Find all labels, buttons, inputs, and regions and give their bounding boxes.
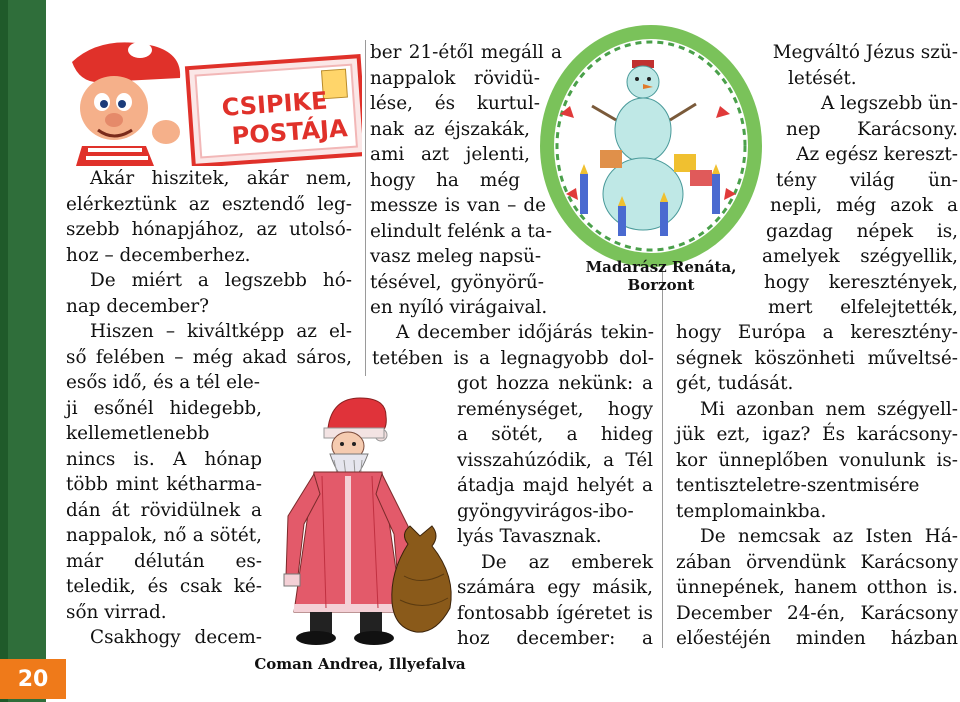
- caption-line: Borzont: [627, 276, 695, 294]
- column-3-bottom: [676, 320, 958, 652]
- text-line: sőn virrad.: [66, 601, 167, 623]
- text-line: amelyek szégyellik,: [762, 246, 958, 267]
- column-3-top: [760, 40, 958, 321]
- text-line: nepli, még azok a: [770, 195, 958, 216]
- text-line: hogy Európa a keresztény-: [676, 322, 958, 343]
- text-line: Akár hiszitek, akár nem,: [90, 168, 352, 189]
- text-line: ber 21-étől megáll a: [370, 42, 562, 63]
- csipike-postaja-logo: [62, 38, 362, 166]
- page-number: 20: [0, 659, 66, 699]
- text-line: got hozza nekünk: a: [457, 373, 653, 394]
- text-line: gyöngyvirágos-ibo-: [457, 500, 634, 522]
- caption-line: Madarász Renáta,: [585, 258, 737, 276]
- text-line: hoz december: a: [457, 628, 653, 649]
- text-line: lése, és kurtul-: [370, 93, 540, 114]
- text-line: mert elfelejtették,: [768, 297, 958, 318]
- margin-stripe: [0, 0, 8, 702]
- text-line: nep Karácsony.: [786, 118, 958, 140]
- text-line: tetében is a legnagyobb dol-: [372, 347, 654, 369]
- text-line: De nemcsak az Isten Há-: [700, 526, 958, 547]
- text-line: Az egész kereszt-: [796, 144, 958, 165]
- text-line: messze is van – de: [370, 195, 546, 216]
- text-line: teledik, és csak ké-: [66, 576, 262, 597]
- text-line: gét, tudását.: [676, 373, 794, 394]
- logo-text-2: POSTÁJA: [230, 114, 349, 151]
- text-line: De az emberek: [481, 551, 653, 573]
- text-line: előestéjén minden házban: [676, 628, 958, 649]
- text-line: esős idő, és a tél ele-: [66, 372, 260, 393]
- text-line: gazdag népek is,: [766, 220, 958, 242]
- text-line: Hiszen – kiváltképp az el-: [90, 321, 352, 342]
- text-line: en nyíló virágaival.: [370, 297, 548, 318]
- text-line: nappalok, nő a sötét,: [66, 525, 262, 546]
- text-line: ünnepének, hanem otthon is.: [676, 577, 958, 598]
- column-2-top: [370, 40, 562, 321]
- text-line: zában örvendünk Karácsony: [676, 551, 958, 573]
- text-line: több mint kétharma-: [66, 474, 262, 495]
- text-line: ső felében – még akad sáros,: [66, 346, 352, 368]
- text-line: De miért a legszebb hó-: [90, 270, 352, 291]
- text-line: átadja majd helyét a: [457, 475, 653, 496]
- text-line: visszahúzódik, a Tél: [457, 449, 653, 471]
- text-line: elindult felénk a ta-: [370, 220, 552, 242]
- text-line: vasz meleg napsü-: [370, 246, 542, 267]
- text-line: ségnek köszönheti műveltsé-: [676, 347, 958, 369]
- text-line: Mi azonban nem szégyell-: [700, 398, 958, 420]
- text-line: lyás Tavasznak.: [457, 526, 602, 547]
- text-line: nak az éjszakák,: [370, 118, 530, 140]
- text-line: A legszebb ün-: [821, 93, 958, 114]
- text-line: jük ezt, igaz? És karácsony-: [676, 424, 958, 445]
- text-line: nincs is. A hónap: [66, 448, 262, 470]
- text-line: hogy ha még: [370, 169, 520, 191]
- snowman-drawing: [540, 24, 762, 268]
- text-line: December 24-én, Karácsony: [676, 602, 958, 624]
- text-line: nappalok rövidü-: [370, 67, 540, 89]
- text-line: tentiszteletre-szentmisére: [676, 475, 920, 496]
- text-line: dán át rövidülnek a: [66, 499, 262, 521]
- text-line: templomainkba.: [676, 500, 827, 522]
- text-line: A december időjárás tekin-: [396, 322, 654, 343]
- santa-caption: Coman Andrea, Illyefalva: [254, 655, 466, 673]
- text-line: tésével, gyönyörű-: [370, 271, 544, 293]
- text-line: reménységet, hogy: [457, 398, 653, 420]
- text-line: kellemetlenebb: [66, 423, 210, 444]
- santa-claus-drawing: [268, 376, 460, 654]
- logo-text-1: CSIPIKE: [220, 86, 329, 122]
- text-line: nap december?: [66, 295, 210, 317]
- column-2-bottom: [457, 371, 653, 652]
- text-line: Csakhogy decem-: [90, 627, 262, 648]
- text-line: a sötét, a hideg: [457, 424, 653, 445]
- text-line: fontosabb ígéretet is: [457, 602, 653, 624]
- text-line: már délután es-: [66, 550, 262, 572]
- text-line: elérkeztünk az esztendő leg-: [66, 193, 352, 215]
- column-2-middle: [372, 320, 654, 371]
- text-line: ji esőnél hidegebb,: [66, 397, 262, 419]
- text-line: szebb hónapjához, az utolsó-: [66, 219, 352, 240]
- text-line: számára egy másik,: [457, 577, 653, 598]
- text-line: ami azt jelenti,: [370, 144, 530, 165]
- page-margin-bar: [0, 0, 46, 702]
- text-line: tény világ ün-: [776, 169, 958, 191]
- text-line: kor ünneplőben vonulunk is-: [676, 449, 958, 471]
- text-line: letését.: [788, 67, 857, 89]
- text-line: hogy keresztények,: [764, 271, 958, 293]
- text-line: Megváltó Jézus szü-: [772, 42, 958, 63]
- text-line: hoz – decemberhez.: [66, 244, 251, 266]
- snowman-caption: [572, 258, 750, 294]
